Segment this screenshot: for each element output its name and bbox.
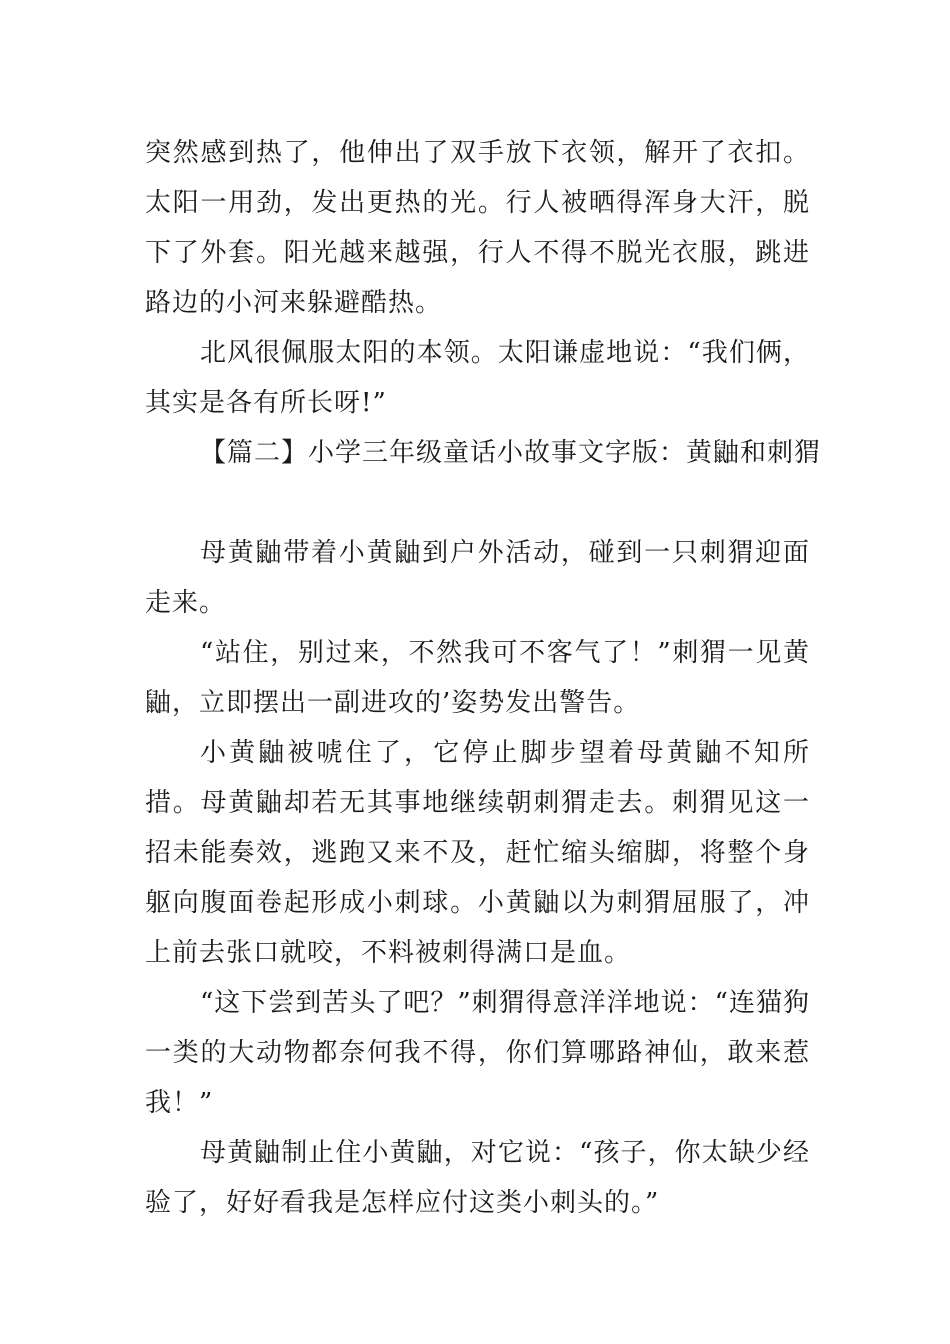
paragraph-story-ending: 北风很佩服太阳的本领。太阳谦虚地说：“我们俩，其实是各有所长呀!” [145, 338, 810, 418]
paragraph-1: 母黄鼬带着小黄鼬到户外活动，碰到一只刺猬迎面走来。 [145, 538, 810, 618]
paragraph-2: “站住，别过来，不然我可不客气了！”刺猬一见黄鼬，立即摆出一副进攻的’姿势发出警告。 [145, 638, 810, 718]
paragraph-story-continuation: 突然感到热了，他伸出了双手放下衣领，解开了衣扣。太阳一用劲，发出更热的光。行人被晒得浑身大汗，脱下了外套。阳光越来越强，行人不得不脱光衣服，跳进路边的小河来躲避酷热。 [145, 138, 810, 318]
paragraph-5: 母黄鼬制止住小黄鼬，对它说：“孩子，你太缺少经验了，好好看我是怎样应付这类小刺头的。” [145, 1138, 810, 1218]
paragraph-3: 小黄鼬被唬住了，它停止脚步望着母黄鼬不知所措。母黄鼬却若无其事地继续朝刺猬走去。刺猬见这一招未能奏效，逃跑又来不及，赶忙缩头缩脚，将整个身躯向腹面卷起形成小刺球。小黄鼬以为刺猬屈服了，冲上前去张口就咬，不料被刺得满口是血。 [145, 738, 810, 968]
document-body [145, 128, 822, 1228]
blank-line [145, 478, 810, 528]
paragraph-4: “这下尝到苦头了吧？”刺猬得意洋洋地说：“连猫狗一类的大动物都奈何我不得，你们算哪路神仙，敢来惹我！” [145, 988, 810, 1118]
section-heading: 【篇二】小学三年级童话小故事文字版：黄鼬和刺猬 [200, 438, 822, 468]
